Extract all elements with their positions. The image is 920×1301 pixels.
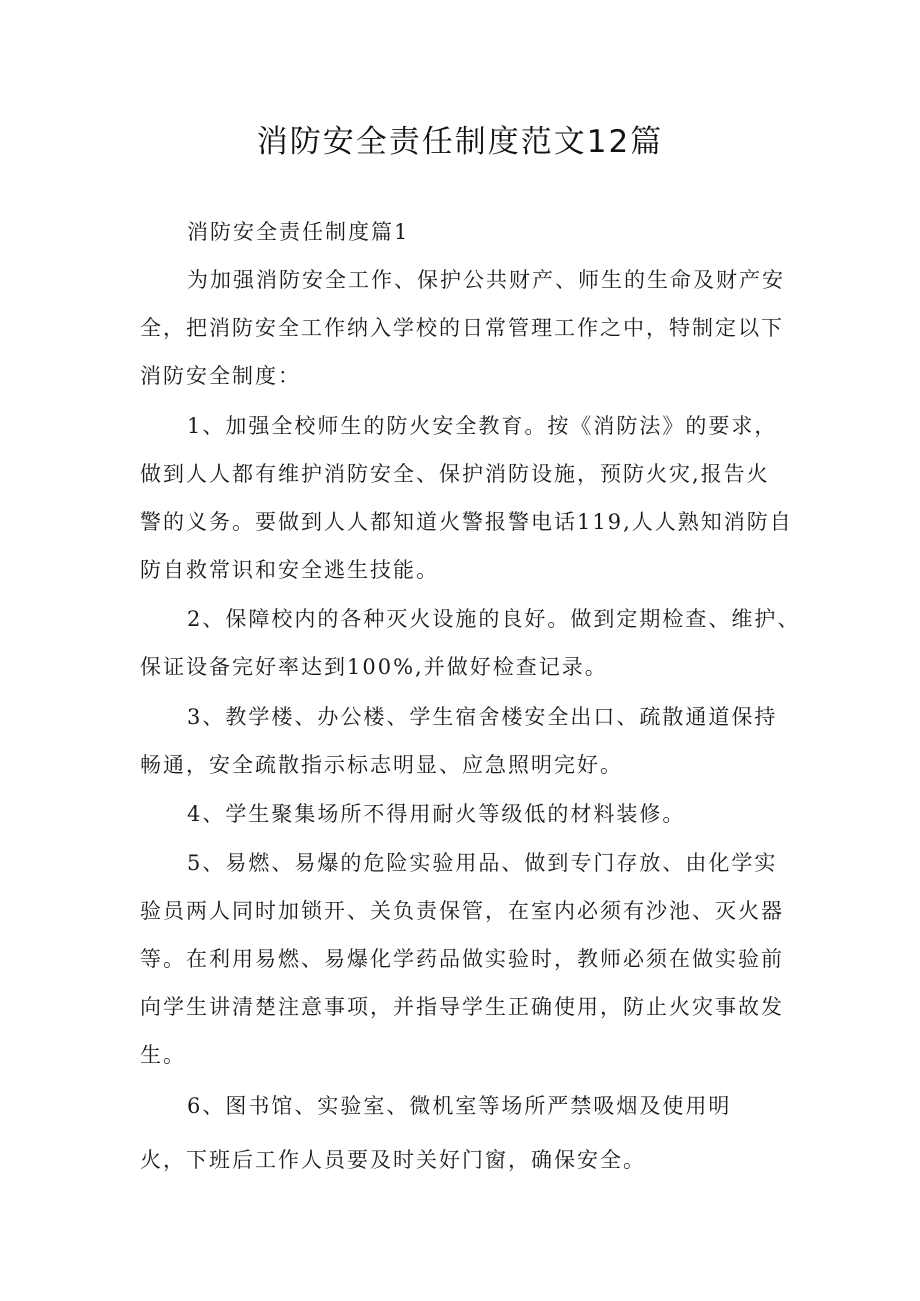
paragraph-line: 向学生讲清楚注意事项，并指导学生正确使用，防止火灾事故发 xyxy=(140,995,784,1019)
paragraph-line: 验员两人同时加锁开、关负责保管，在室内必须有沙池、灭火器 xyxy=(140,899,784,923)
paragraph-line: 等。在利用易燃、易爆化学药品做实验时，教师必须在做实验前 xyxy=(140,947,784,971)
paragraph-line: 做到人人都有维护消防安全、保护消防设施，预防火灾,报告火 xyxy=(140,462,770,486)
paragraph-line: 警的义务。要做到人人都知道火警报警电话119,人人熟知消防自 xyxy=(140,510,793,534)
paragraph-line: 防自救常识和安全逃生技能。 xyxy=(140,558,439,582)
paragraph-line: 为加强消防安全工作、保护公共财产、师生的生命及财产安 xyxy=(187,268,785,292)
paragraph-line: 3、教学楼、办公楼、学生宿舍楼安全出口、疏散通道保持 xyxy=(187,705,778,729)
paragraph-line: 保证设备完好率达到100%,并做好检查记录。 xyxy=(140,655,608,679)
document-title: 消防安全责任制度范文12篇 xyxy=(256,124,664,160)
paragraph-line: 4、学生聚集场所不得用耐火等级低的材料装修。 xyxy=(187,802,686,826)
paragraph-line: 火，下班后工作人员要及时关好门窗，确保安全。 xyxy=(140,1148,646,1172)
paragraph-line: 消防安全制度： xyxy=(140,364,301,388)
paragraph-line: 全，把消防安全工作纳入学校的日常管理工作之中，特制定以下 xyxy=(140,316,784,340)
paragraph-line: 畅通，安全疏散指示标志明显、应急照明完好。 xyxy=(140,753,623,777)
section-heading: 消防安全责任制度篇1 xyxy=(187,220,410,244)
paragraph-line: 生。 xyxy=(140,1043,186,1067)
paragraph-line: 2、保障校内的各种灭火设施的良好。做到定期检查、维护、 xyxy=(187,607,801,631)
paragraph-line: 6、图书馆、实验室、微机室等场所严禁吸烟及使用明 xyxy=(187,1094,732,1118)
paragraph-line: 5、易燃、易爆的危险实验用品、做到专门存放、由化学实 xyxy=(187,851,778,875)
paragraph-line: 1、加强全校师生的防火安全教育。按《消防法》的要求， xyxy=(187,414,778,438)
